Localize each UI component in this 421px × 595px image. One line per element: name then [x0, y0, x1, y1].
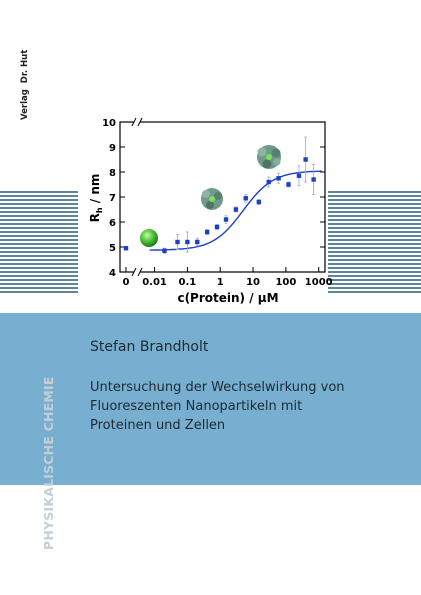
chart-svg — [78, 110, 333, 310]
book-title — [90, 378, 390, 435]
decorative-stripes-left — [0, 191, 78, 293]
data-point — [162, 249, 166, 253]
y-tick-label: 5 — [109, 243, 116, 254]
decorative-stripes-right — [328, 191, 421, 293]
y-tick-label: 7 — [109, 193, 116, 204]
data-point — [224, 217, 228, 221]
data-point — [311, 177, 315, 181]
y-axis-label — [88, 174, 104, 223]
y-tick-label: 4 — [109, 268, 116, 279]
publisher-name-left: Verlag — [20, 89, 30, 120]
data-point — [257, 200, 261, 204]
y-tick-label: 6 — [109, 218, 116, 229]
protein-complex-large-icon — [257, 145, 281, 169]
title-line-1: Untersuchung der Wechselwirkung von — [90, 380, 345, 395]
title-line-2: Fluoreszenten Nanopartikeln mit — [90, 399, 303, 414]
data-point — [244, 196, 248, 200]
y-axis-label-main: R — [88, 213, 102, 223]
series-label: PHYSIKALISCHE CHEMIE — [41, 376, 56, 550]
data-point — [297, 174, 301, 178]
publisher-name-right: Dr. Hut — [20, 49, 30, 84]
x-tick-label: 1000 — [304, 277, 333, 288]
x-tick-label: 1 — [216, 277, 224, 288]
y-tick-label: 10 — [102, 118, 116, 129]
nanoparticle-icon — [140, 229, 158, 247]
x-tick-label: 0.01 — [142, 277, 167, 288]
data-point — [124, 246, 128, 250]
x-axis-label: c(Protein) / µM — [177, 291, 279, 305]
data-point — [205, 230, 209, 234]
data-point — [276, 176, 280, 180]
x-tick-label: 0.1 — [178, 277, 197, 288]
data-point — [215, 225, 219, 229]
data-point — [234, 207, 238, 211]
data-point — [286, 182, 290, 186]
data-point — [185, 240, 189, 244]
data-point — [267, 180, 271, 184]
data-point — [303, 157, 307, 161]
y-axis-label-sub: h — [95, 207, 104, 214]
y-tick-label: 9 — [109, 143, 116, 154]
data-point — [175, 240, 179, 244]
author-name: Stefan Brandholt — [90, 339, 209, 355]
x-tick-label: 0 — [122, 277, 130, 288]
y-axis-label-unit: / nm — [88, 173, 102, 208]
y-tick-label: 8 — [109, 168, 116, 179]
title-line-3: Proteinen und Zellen — [90, 418, 226, 433]
x-tick-label: 10 — [246, 277, 261, 288]
x-tick-label: 100 — [275, 277, 297, 288]
protein-complex-small-icon — [201, 188, 223, 210]
data-point — [195, 240, 199, 244]
cover-chart — [78, 110, 333, 310]
publisher-logo — [16, 49, 34, 120]
